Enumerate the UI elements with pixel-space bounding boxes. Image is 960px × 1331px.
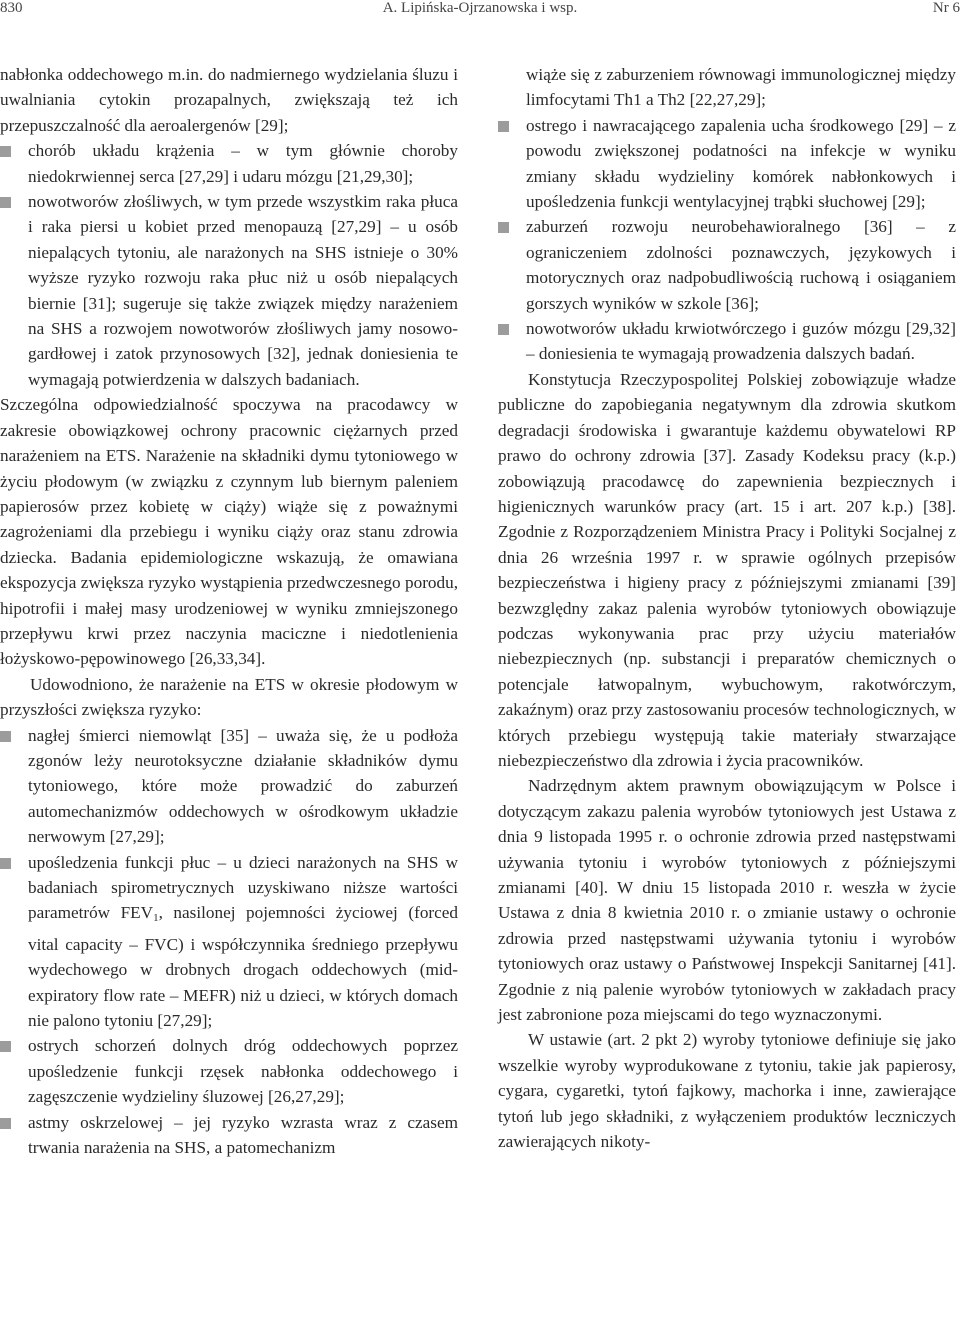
subscript: 1 [153, 912, 159, 925]
bullet-square-icon [498, 222, 509, 233]
list-item-text: nagłej śmierci niemowląt [35] – uważa się, że u podłoża zgonów leży neurotoksyczne działanie składników dymu tytoniowego, które może prowadzić do zaburzeń automechanizmów oddechowych w ośrodkowym układzie nerwowym [27,29]; [28, 725, 458, 847]
bullet-square-icon [0, 197, 11, 208]
list-item [498, 214, 956, 316]
paragraph: W ustawie (art. 2 pkt 2) wyroby tytoniowe definiuje się jako wszelkie wyroby wyprodukowane z tytoniu, takie jak papierosy, cygara, cygaretki, tytoń fajkowy, machorka i inne, zawierające tytoń lub jego składniki, z wyłączeniem produktów leczniczych zawierających nikoty- [498, 1030, 956, 1152]
list-item [0, 723, 458, 850]
list-item [0, 1110, 458, 1161]
list-item-continuation: wiąże się z zaburzeniem równowagi immunologicznej między limfocytami Th1 a Th2 [22,27,29]; [526, 65, 956, 110]
right-column [498, 62, 956, 1154]
list-item [0, 1033, 458, 1109]
list-item-text-a: upośledzenia funkcji płuc – u dzieci narażonych na SHS w badaniach spirometrycznych uzyskiwano niższe wartości parametrów FEV [28, 852, 458, 923]
list-item [0, 138, 458, 189]
list-item-text: nowotworów złośliwych, w tym przede wszystkim raka płuca i raka piersi u kobiet przed menopauzą [27,29] – u osób niepalących tytoniu, ale narażonych na SHS istnieje o 30% wyższe ryzyko rozwoju raka płuc niż u osób niepalących biernie [31]; sugeruje się także związek między narażeniem na SHS a rozwojem nowotworów złośliwych jamy nosowo-gardłowej i zatok przynosowych [32], jednak doniesienia te wymagają potwierdzenia w dalszych badaniach. [28, 192, 458, 389]
paragraph: Nadrzędnym aktem prawnym obowiązującym w Polsce i dotyczącym zakazu palenia wyrobów tytoniowych jest Ustawa z dnia 9 listopada 1995 r. o ochronie zdrowia przed następstwami używania tytoniu i wyrobów tytoniowych z późniejszymi zmianami [40]. W dniu 15 listopada 2010 r. weszła w życie Ustawa z dnia 8 kwietnia 2010 r. o zmianie ustawy o ochronie zdrowia przed następstwami używania tytoniu i wyrobów tytoniowych oraz ustawy o Państwowej Inspekcji Sanitarnej [41]. Zgodnie z nią palenie wyrobów tytoniowych w zakładach pracy jest zabronione poza miejscami do tego wyznaczonymi. [498, 776, 956, 1025]
issue-number: Nr 6 [932, 0, 960, 16]
bullet-square-icon [498, 121, 509, 132]
bullet-square-icon [0, 1118, 11, 1129]
list-item [0, 189, 458, 392]
list-item [498, 316, 956, 367]
list-item [498, 113, 956, 215]
list-item-text: ostrego i nawracającego zapalenia ucha środkowego [29] – z powodu zwiększonej podatności na infekcje w wyniku zmiany składu wydzieliny komórek nabłonkowych i upośledzenia funkcji wentylacyjnej trąbki słuchowej [29]; [526, 115, 956, 212]
list-item-text: nowotworów układu krwiotwórczego i guzów mózgu [29,32] – doniesienia te wymagają prowadzenia dalszych badań. [526, 319, 956, 364]
list-item-text: zaburzeń rozwoju neurobehawioralnego [36] – z ograniczeniem zdolności poznawczych, językowych i motorycznych oraz nadpobudliwością ruchową i osiąganiem gorszych wyników w szkole [36]; [526, 217, 956, 313]
bullet-square-icon [0, 731, 11, 742]
running-head-authors: A. Lipińska-Ojrzanowska i wsp. [382, 0, 578, 16]
paragraph: Konstytucja Rzeczypospolitej Polskiej zobowiązuje władze publiczne do zapobiegania negatywnym dla zdrowia skutkom degradacji środowiska i gwarantuje każdemu obywatelowi RP prawo do ochrony zdrowia [37]. Zasady Kodeksu pracy (k.p.) zobowiązują pracodawcę do zapewnienia bezpiecznych i higienicznych warunków pracy (art. 15 i art. 207 k.p.) [38]. Zgodnie z Rozporządzeniem Ministra Pracy i Polityki Socjalnej z dnia 26 września 1997 r. w sprawie ogólnych przepisów bezpieczeństwa i higieny pracy z późniejszymi zmianami [39] bezwzględny zakaz palenia wyrobów tytoniowych obowiązuje podczas wykonywania prac przy użyciu materiałów niebezpiecznych (np. substancji i preparatów chemicznych o potencjale łatwopalnym, wybuchowym, rakotwórczym, zakaźnym) oraz przy zastosowaniu procesów technologicznych, w których przebiegu występują takie materiały stwarzające niebezpieczeństwo dla zdrowia i życia pracowników. [498, 369, 956, 770]
bullet-square-icon [0, 858, 11, 869]
list-item-text: astmy oskrzelowej – jej ryzyko wzrasta wraz z czasem trwania narażenia na SHS, a patomechanizm [28, 1112, 458, 1158]
bullet-square-icon [498, 324, 509, 335]
paragraph: Szczególna odpowiedzialność spoczywa na pracodawcy w zakresie obowiązkowej ochrony pracownic ciężarnych przed narażeniem na ETS. Narażenie na składniki dymu tytoniowego w życiu płodowym (w związku z czynnym lub biernym paleniem papierosów przez kobietę w ciąży) wiąże się z poważnymi zagrożeniami dla przebiegu i wyniku ciąży oraz stanu zdrowia dziecka. Badania epidemiologiczne wskazują, że omawiana ekspozycja zwiększa ryzyko wystąpienia przedwczesnego porodu, hipotrofii i małej masy urodzeniowej w wyniku zmniejszonego przepływu krwi przez naczynia maciczne i niedotlenienia łożyskowo-pępowinowego [26,33,34]. [0, 395, 458, 669]
running-header [0, 0, 960, 34]
bullet-square-icon [0, 146, 11, 157]
left-column [0, 62, 458, 1160]
page-number: 830 [0, 0, 23, 16]
list-item [0, 850, 458, 1034]
paragraph-continuation: nabłonka oddechowego m.in. do nadmiernego wydzielania śluzu i uwalniania cytokin prozapalnych, zwiększają też ich przepuszczalność dla aeroalergenów [29]; [0, 65, 458, 135]
list-item-text: chorób układu krążenia – w tym głównie choroby niedokrwiennej serca [27,29] i udaru mózgu [21,29,30]; [28, 141, 458, 186]
paragraph: Udowodniono, że narażenie na ETS w okresie płodowym w przyszłości zwiększa ryzyko: [0, 674, 458, 720]
bullet-square-icon [0, 1041, 11, 1052]
list-item-text-b: , nasilonej pojemności życiowej (forced vital capacity – FVC) i współczynnika średniego przepływu wydechowego w drobnych drogach oddechowych (mid-expiratory flow rate – MEFR) niż u dzieci, w których domach nie palono tytoniu [27,29]; [28, 903, 458, 1031]
list-item-text: ostrych schorzeń dolnych dróg oddechowych poprzez upośledzenie funkcji rzęsek nabłonka oddechowego i zagęszczenie wydzieliny śluzowej [26,27,29]; [28, 1036, 458, 1107]
